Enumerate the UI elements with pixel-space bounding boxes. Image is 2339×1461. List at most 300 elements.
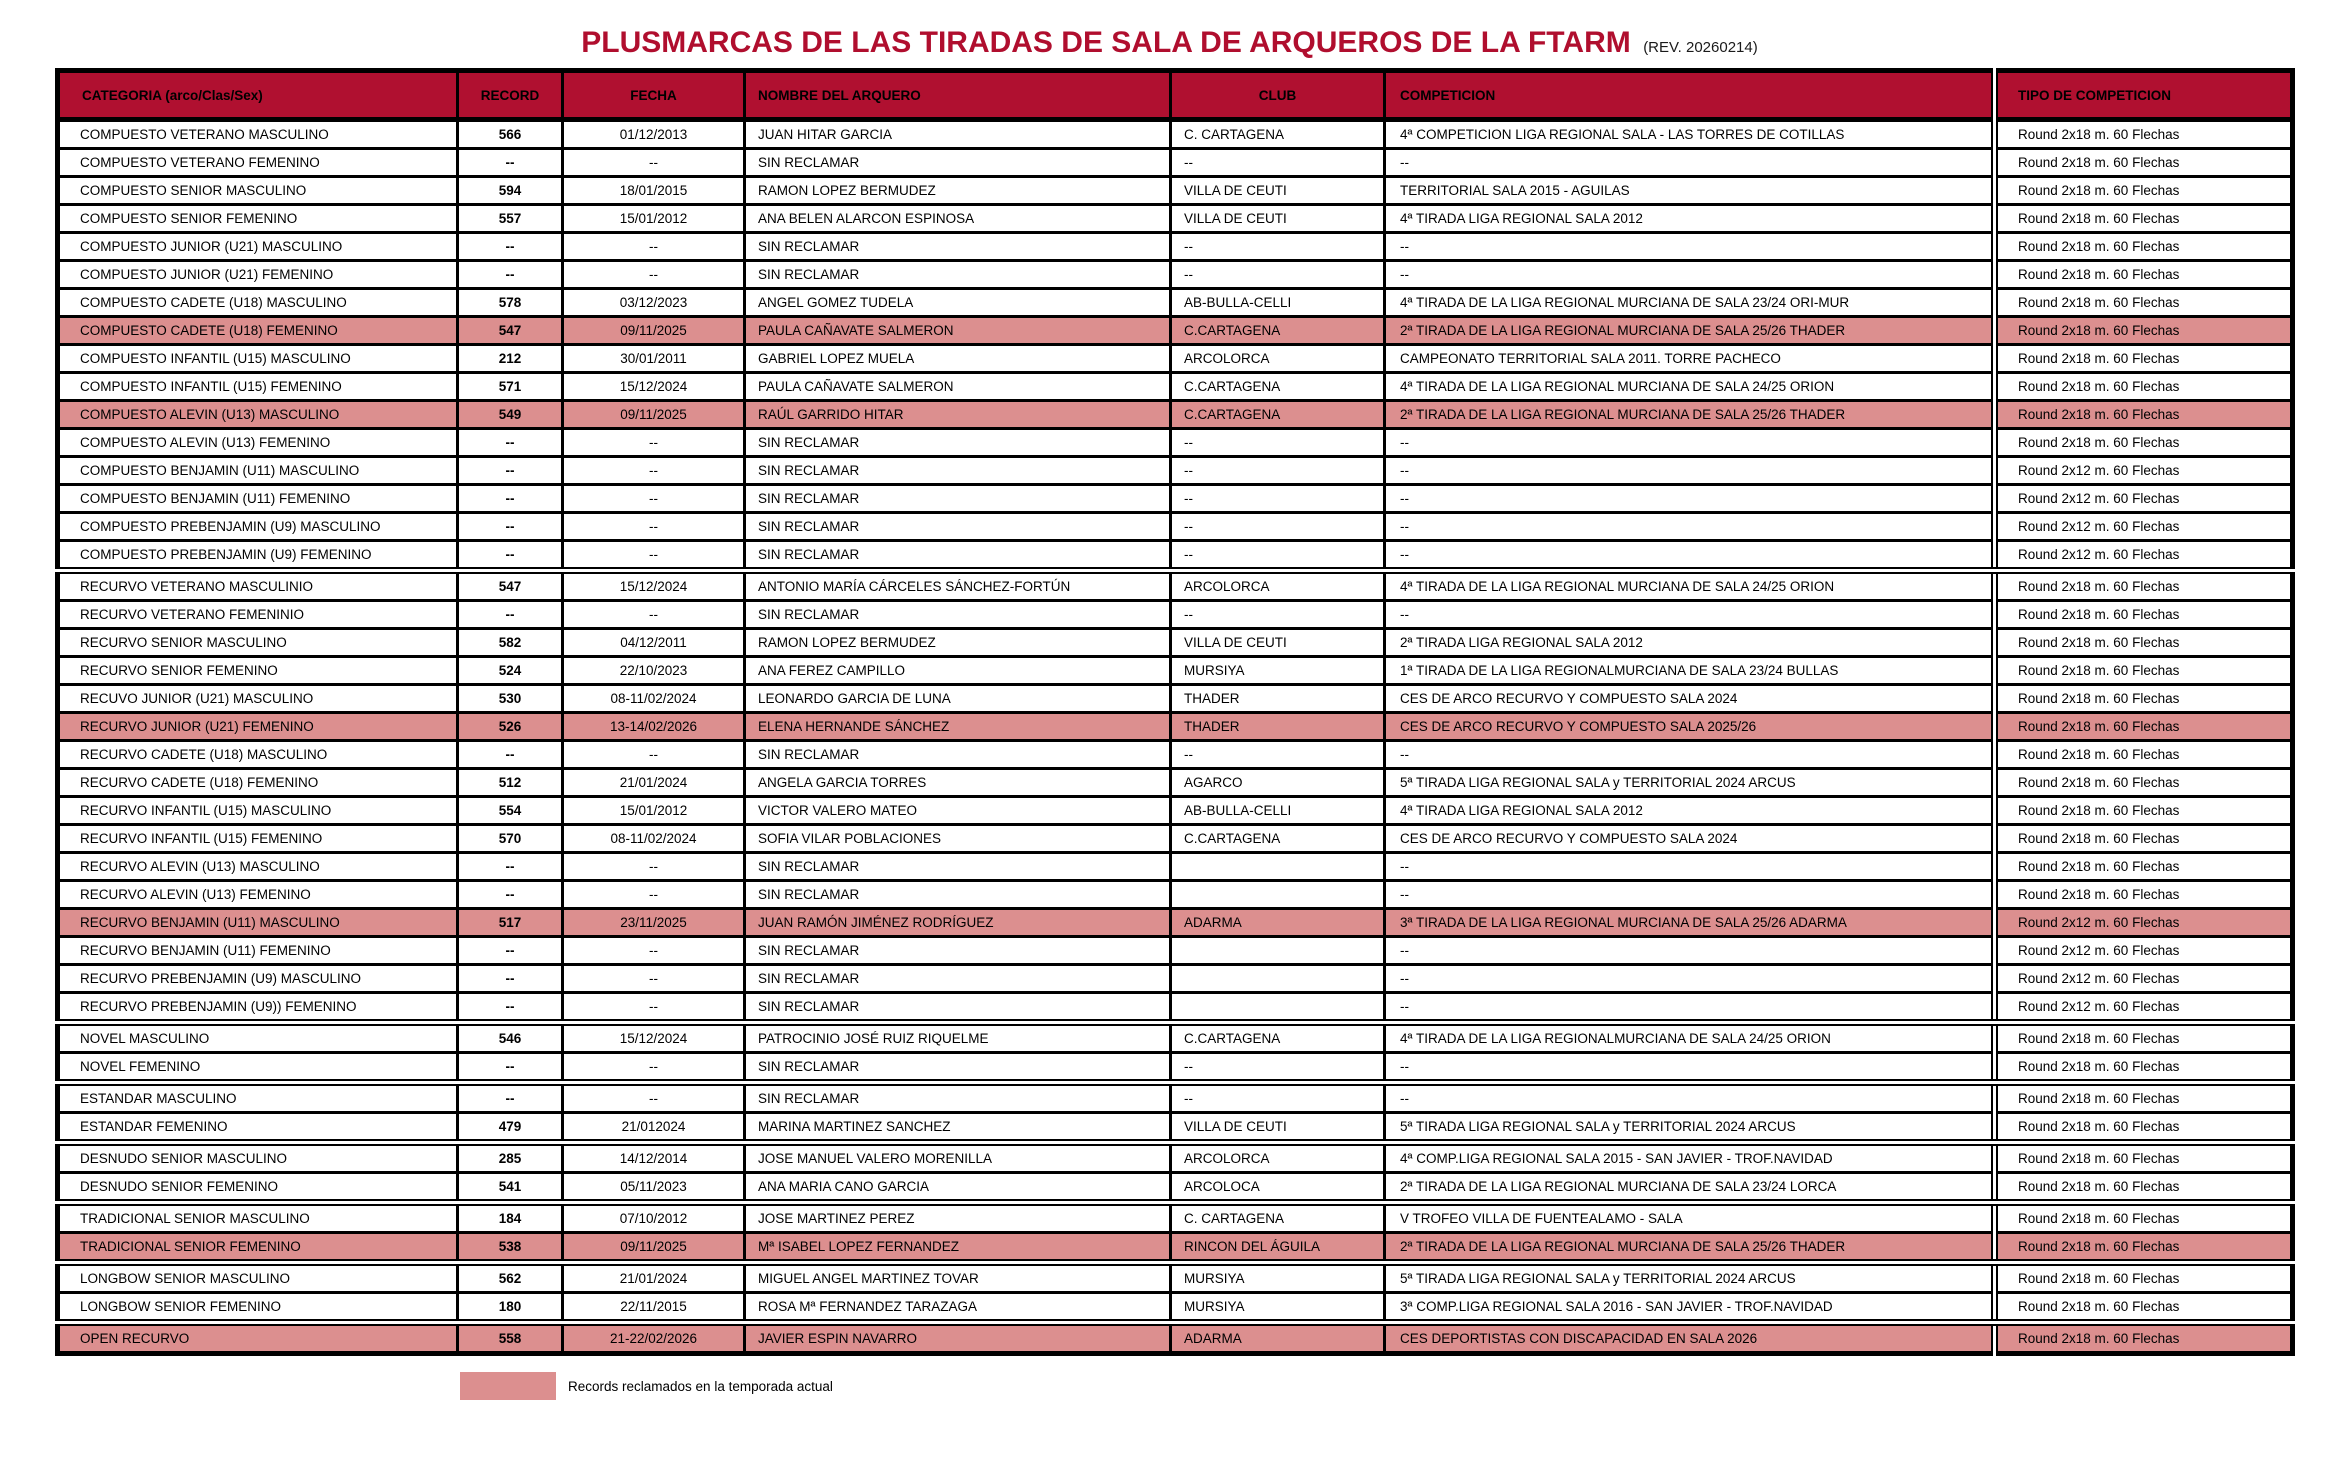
cell-nombre-arquero: ANA MARIA CANO GARCIA — [745, 1173, 1171, 1203]
page-title — [0, 26, 2339, 60]
cell-competicion: -- — [1385, 261, 1995, 289]
cell-fecha: -- — [563, 233, 745, 261]
cell-record: 554 — [458, 797, 563, 825]
cell-fecha: -- — [563, 601, 745, 629]
cell-nombre-arquero: PAULA CAÑAVATE SALMERON — [745, 373, 1171, 401]
legend-label: Records reclamados en la temporada actual — [568, 1378, 833, 1394]
cell-categoria: RECURVO BENJAMIN (U11) MASCULINO — [58, 909, 458, 937]
table-row — [58, 289, 2293, 317]
highlight-swatch — [460, 1372, 556, 1400]
cell-club: -- — [1171, 741, 1385, 769]
cell-club: -- — [1171, 485, 1385, 513]
cell-nombre-arquero: SIN RECLAMAR — [745, 741, 1171, 769]
cell-tipo-competicion: Round 2x12 m. 60 Flechas — [1995, 485, 2293, 513]
cell-tipo-competicion: Round 2x18 m. 60 Flechas — [1995, 1053, 2293, 1083]
cell-tipo-competicion: Round 2x12 m. 60 Flechas — [1995, 937, 2293, 965]
cell-competicion: -- — [1385, 457, 1995, 485]
cell-competicion: 4ª COMP.LIGA REGIONAL SALA 2015 - SAN JAVIER - TROF.NAVIDAD — [1385, 1143, 1995, 1173]
cell-tipo-competicion: Round 2x18 m. 60 Flechas — [1995, 685, 2293, 713]
cell-record: 578 — [458, 289, 563, 317]
cell-competicion: 2ª TIRADA DE LA LIGA REGIONAL MURCIANA DE SALA 25/26 THADER — [1385, 1233, 1995, 1263]
cell-fecha: -- — [563, 937, 745, 965]
cell-club: -- — [1171, 261, 1385, 289]
cell-competicion: -- — [1385, 1083, 1995, 1113]
cell-record: -- — [458, 149, 563, 177]
cell-categoria: NOVEL FEMENINO — [58, 1053, 458, 1083]
cell-fecha: 08-11/02/2024 — [563, 685, 745, 713]
cell-competicion: 3ª TIRADA DE LA LIGA REGIONAL MURCIANA DE SALA 25/26 ADARMA — [1385, 909, 1995, 937]
cell-nombre-arquero: SIN RECLAMAR — [745, 965, 1171, 993]
cell-categoria: TRADICIONAL SENIOR FEMENINO — [58, 1233, 458, 1263]
table-row — [58, 317, 2293, 345]
cell-competicion: 4ª TIRADA DE LA LIGA REGIONAL MURCIANA DE SALA 24/25 ORION — [1385, 571, 1995, 601]
table-row — [58, 629, 2293, 657]
cell-categoria: RECURVO INFANTIL (U15) MASCULINO — [58, 797, 458, 825]
cell-club: C. CARTAGENA — [1171, 120, 1385, 149]
cell-record: 180 — [458, 1293, 563, 1323]
cell-fecha: 15/12/2024 — [563, 373, 745, 401]
table-row — [58, 909, 2293, 937]
cell-nombre-arquero: RAÚL GARRIDO HITAR — [745, 401, 1171, 429]
cell-record: -- — [458, 937, 563, 965]
cell-nombre-arquero: ANA FEREZ CAMPILLO — [745, 657, 1171, 685]
table-row — [58, 713, 2293, 741]
cell-club — [1171, 937, 1385, 965]
column-header-competicion: COMPETICION — [1385, 71, 1995, 120]
cell-nombre-arquero: LEONARDO GARCIA DE LUNA — [745, 685, 1171, 713]
cell-tipo-competicion: Round 2x18 m. 60 Flechas — [1995, 401, 2293, 429]
cell-tipo-competicion: Round 2x18 m. 60 Flechas — [1995, 825, 2293, 853]
table-row — [58, 1083, 2293, 1113]
cell-club: -- — [1171, 541, 1385, 571]
cell-club: -- — [1171, 513, 1385, 541]
table-row — [58, 457, 2293, 485]
column-header-fecha: FECHA — [563, 71, 745, 120]
cell-competicion: -- — [1385, 993, 1995, 1023]
cell-record: -- — [458, 601, 563, 629]
cell-competicion: 2ª TIRADA LIGA REGIONAL SALA 2012 — [1385, 629, 1995, 657]
cell-nombre-arquero: JOSE MARTINEZ PEREZ — [745, 1203, 1171, 1233]
cell-record: 557 — [458, 205, 563, 233]
cell-tipo-competicion: Round 2x18 m. 60 Flechas — [1995, 629, 2293, 657]
table-row — [58, 1113, 2293, 1143]
cell-club: RINCON DEL ÁGUILA — [1171, 1233, 1385, 1263]
cell-tipo-competicion: Round 2x18 m. 60 Flechas — [1995, 769, 2293, 797]
table-row — [58, 429, 2293, 457]
cell-record: -- — [458, 261, 563, 289]
cell-competicion: 1ª TIRADA DE LA LIGA REGIONALMURCIANA DE SALA 23/24 BULLAS — [1385, 657, 1995, 685]
cell-competicion: -- — [1385, 601, 1995, 629]
cell-competicion: 2ª TIRADA DE LA LIGA REGIONAL MURCIANA DE SALA 23/24 LORCA — [1385, 1173, 1995, 1203]
cell-fecha: -- — [563, 149, 745, 177]
cell-nombre-arquero: SIN RECLAMAR — [745, 937, 1171, 965]
cell-club: VILLA DE CEUTI — [1171, 205, 1385, 233]
cell-categoria: COMPUESTO ALEVIN (U13) MASCULINO — [58, 401, 458, 429]
cell-club: MURSIYA — [1171, 1263, 1385, 1293]
table-row — [58, 601, 2293, 629]
table-row — [58, 769, 2293, 797]
cell-record: -- — [458, 1053, 563, 1083]
cell-categoria: RECURVO ALEVIN (U13) MASCULINO — [58, 853, 458, 881]
cell-nombre-arquero: ANTONIO MARÍA CÁRCELES SÁNCHEZ-FORTÚN — [745, 571, 1171, 601]
cell-nombre-arquero: PAULA CAÑAVATE SALMERON — [745, 317, 1171, 345]
cell-record: -- — [458, 1083, 563, 1113]
column-header-club: CLUB — [1171, 71, 1385, 120]
cell-categoria: RECURVO SENIOR FEMENINO — [58, 657, 458, 685]
cell-nombre-arquero: SIN RECLAMAR — [745, 853, 1171, 881]
cell-competicion: CES DE ARCO RECURVO Y COMPUESTO SALA 2024 — [1385, 685, 1995, 713]
cell-nombre-arquero: JUAN RAMÓN JIMÉNEZ RODRÍGUEZ — [745, 909, 1171, 937]
table-row — [58, 1053, 2293, 1083]
cell-club — [1171, 993, 1385, 1023]
cell-categoria: COMPUESTO SENIOR MASCULINO — [58, 177, 458, 205]
cell-nombre-arquero: SIN RECLAMAR — [745, 513, 1171, 541]
cell-categoria: RECUVO JUNIOR (U21) MASCULINO — [58, 685, 458, 713]
cell-fecha: 09/11/2025 — [563, 1233, 745, 1263]
cell-fecha: 21/012024 — [563, 1113, 745, 1143]
cell-record: 594 — [458, 177, 563, 205]
cell-fecha: -- — [563, 993, 745, 1023]
cell-record: 184 — [458, 1203, 563, 1233]
cell-record: 571 — [458, 373, 563, 401]
cell-record: -- — [458, 881, 563, 909]
cell-categoria: RECURVO VETERANO MASCULINIO — [58, 571, 458, 601]
cell-categoria: TRADICIONAL SENIOR MASCULINO — [58, 1203, 458, 1233]
cell-categoria: COMPUESTO INFANTIL (U15) FEMENINO — [58, 373, 458, 401]
cell-club: AGARCO — [1171, 769, 1385, 797]
table-header-row — [58, 71, 2293, 120]
cell-competicion: 4ª TIRADA DE LA LIGA REGIONALMURCIANA DE SALA 24/25 ORION — [1385, 1023, 1995, 1053]
cell-record: -- — [458, 485, 563, 513]
cell-fecha: 23/11/2025 — [563, 909, 745, 937]
cell-record: 558 — [458, 1323, 563, 1354]
cell-competicion: 5ª TIRADA LIGA REGIONAL SALA y TERRITORIAL 2024 ARCUS — [1385, 1113, 1995, 1143]
cell-fecha: -- — [563, 1053, 745, 1083]
cell-categoria: COMPUESTO VETERANO MASCULINO — [58, 120, 458, 149]
legend — [460, 1372, 2339, 1400]
cell-nombre-arquero: SIN RECLAMAR — [745, 601, 1171, 629]
cell-fecha: -- — [563, 541, 745, 571]
cell-nombre-arquero: VICTOR VALERO MATEO — [745, 797, 1171, 825]
cell-club: VILLA DE CEUTI — [1171, 629, 1385, 657]
table-row — [58, 1263, 2293, 1293]
table-row — [58, 261, 2293, 289]
cell-record: 479 — [458, 1113, 563, 1143]
cell-nombre-arquero: ANGEL GOMEZ TUDELA — [745, 289, 1171, 317]
cell-nombre-arquero: PATROCINIO JOSÉ RUIZ RIQUELME — [745, 1023, 1171, 1053]
cell-competicion: 4ª TIRADA DE LA LIGA REGIONAL MURCIANA DE SALA 24/25 ORION — [1385, 373, 1995, 401]
cell-categoria: RECURVO PREBENJAMIN (U9) MASCULINO — [58, 965, 458, 993]
table-row — [58, 797, 2293, 825]
cell-club: -- — [1171, 457, 1385, 485]
cell-fecha: 21/01/2024 — [563, 1263, 745, 1293]
table-row — [58, 937, 2293, 965]
cell-record: 524 — [458, 657, 563, 685]
cell-competicion: 2ª TIRADA DE LA LIGA REGIONAL MURCIANA DE SALA 25/26 THADER — [1385, 317, 1995, 345]
cell-club: THADER — [1171, 713, 1385, 741]
cell-tipo-competicion: Round 2x18 m. 60 Flechas — [1995, 261, 2293, 289]
cell-record: 562 — [458, 1263, 563, 1293]
cell-categoria: RECURVO ALEVIN (U13) FEMENINO — [58, 881, 458, 909]
cell-nombre-arquero: ANA BELEN ALARCON ESPINOSA — [745, 205, 1171, 233]
cell-tipo-competicion: Round 2x18 m. 60 Flechas — [1995, 1173, 2293, 1203]
cell-categoria: COMPUESTO BENJAMIN (U11) FEMENINO — [58, 485, 458, 513]
table-row — [58, 485, 2293, 513]
cell-club: ARCOLORCA — [1171, 345, 1385, 373]
cell-categoria: NOVEL MASCULINO — [58, 1023, 458, 1053]
cell-tipo-competicion: Round 2x18 m. 60 Flechas — [1995, 149, 2293, 177]
cell-tipo-competicion: Round 2x12 m. 60 Flechas — [1995, 993, 2293, 1023]
cell-club — [1171, 965, 1385, 993]
cell-categoria: COMPUESTO JUNIOR (U21) FEMENINO — [58, 261, 458, 289]
cell-tipo-competicion: Round 2x18 m. 60 Flechas — [1995, 120, 2293, 149]
cell-competicion: 4ª COMPETICION LIGA REGIONAL SALA - LAS TORRES DE COTILLAS — [1385, 120, 1995, 149]
table-row — [58, 373, 2293, 401]
cell-club: VILLA DE CEUTI — [1171, 177, 1385, 205]
cell-record: 547 — [458, 571, 563, 601]
cell-record: 526 — [458, 713, 563, 741]
cell-competicion: CAMPEONATO TERRITORIAL SALA 2011. TORRE PACHECO — [1385, 345, 1995, 373]
cell-record: -- — [458, 965, 563, 993]
cell-tipo-competicion: Round 2x12 m. 60 Flechas — [1995, 457, 2293, 485]
table-row — [58, 1023, 2293, 1053]
cell-categoria: RECURVO SENIOR MASCULINO — [58, 629, 458, 657]
cell-tipo-competicion: Round 2x18 m. 60 Flechas — [1995, 373, 2293, 401]
table-row — [58, 1173, 2293, 1203]
cell-fecha: 07/10/2012 — [563, 1203, 745, 1233]
cell-categoria: COMPUESTO CADETE (U18) FEMENINO — [58, 317, 458, 345]
cell-fecha: 30/01/2011 — [563, 345, 745, 373]
cell-fecha: 15/12/2024 — [563, 1023, 745, 1053]
cell-competicion: 4ª TIRADA LIGA REGIONAL SALA 2012 — [1385, 797, 1995, 825]
table-row — [58, 965, 2293, 993]
cell-fecha: 21-22/02/2026 — [563, 1323, 745, 1354]
cell-tipo-competicion: Round 2x18 m. 60 Flechas — [1995, 1143, 2293, 1173]
cell-record: -- — [458, 741, 563, 769]
cell-fecha: -- — [563, 429, 745, 457]
table-row — [58, 881, 2293, 909]
cell-competicion: CES DEPORTISTAS CON DISCAPACIDAD EN SALA 2026 — [1385, 1323, 1995, 1354]
cell-tipo-competicion: Round 2x12 m. 60 Flechas — [1995, 965, 2293, 993]
cell-record: 547 — [458, 317, 563, 345]
cell-categoria: COMPUESTO SENIOR FEMENINO — [58, 205, 458, 233]
cell-fecha: 05/11/2023 — [563, 1173, 745, 1203]
table-row — [58, 825, 2293, 853]
cell-tipo-competicion: Round 2x18 m. 60 Flechas — [1995, 233, 2293, 261]
cell-fecha: 04/12/2011 — [563, 629, 745, 657]
cell-tipo-competicion: Round 2x18 m. 60 Flechas — [1995, 1263, 2293, 1293]
cell-tipo-competicion: Round 2x12 m. 60 Flechas — [1995, 541, 2293, 571]
cell-club: VILLA DE CEUTI — [1171, 1113, 1385, 1143]
cell-categoria: COMPUESTO CADETE (U18) MASCULINO — [58, 289, 458, 317]
cell-nombre-arquero: ROSA Mª FERNANDEZ TARAZAGA — [745, 1293, 1171, 1323]
cell-club: -- — [1171, 233, 1385, 261]
cell-categoria: DESNUDO SENIOR FEMENINO — [58, 1173, 458, 1203]
cell-categoria: RECURVO BENJAMIN (U11) FEMENINO — [58, 937, 458, 965]
cell-tipo-competicion: Round 2x12 m. 60 Flechas — [1995, 909, 2293, 937]
cell-club: C.CARTAGENA — [1171, 401, 1385, 429]
cell-competicion: 5ª TIRADA LIGA REGIONAL SALA y TERRITORIAL 2024 ARCUS — [1385, 1263, 1995, 1293]
cell-record: 212 — [458, 345, 563, 373]
table-row — [58, 120, 2293, 149]
cell-nombre-arquero: ELENA HERNANDE SÁNCHEZ — [745, 713, 1171, 741]
cell-club: -- — [1171, 1053, 1385, 1083]
cell-nombre-arquero: MIGUEL ANGEL MARTINEZ TOVAR — [745, 1263, 1171, 1293]
table-row — [58, 685, 2293, 713]
cell-club: ARCOLORCA — [1171, 1143, 1385, 1173]
cell-fecha: 22/10/2023 — [563, 657, 745, 685]
cell-tipo-competicion: Round 2x18 m. 60 Flechas — [1995, 601, 2293, 629]
table-row — [58, 233, 2293, 261]
cell-nombre-arquero: JOSE MANUEL VALERO MORENILLA — [745, 1143, 1171, 1173]
cell-fecha: 03/12/2023 — [563, 289, 745, 317]
table-row — [58, 1233, 2293, 1263]
table-row — [58, 205, 2293, 233]
cell-categoria: COMPUESTO INFANTIL (U15) MASCULINO — [58, 345, 458, 373]
cell-club: MURSIYA — [1171, 1293, 1385, 1323]
cell-tipo-competicion: Round 2x18 m. 60 Flechas — [1995, 177, 2293, 205]
cell-competicion: -- — [1385, 937, 1995, 965]
cell-categoria: ESTANDAR MASCULINO — [58, 1083, 458, 1113]
cell-nombre-arquero: SIN RECLAMAR — [745, 233, 1171, 261]
cell-record: 549 — [458, 401, 563, 429]
records-table — [55, 68, 2295, 1356]
cell-categoria: LONGBOW SENIOR FEMENINO — [58, 1293, 458, 1323]
cell-categoria: COMPUESTO JUNIOR (U21) MASCULINO — [58, 233, 458, 261]
cell-nombre-arquero: MARINA MARTINEZ SANCHEZ — [745, 1113, 1171, 1143]
cell-nombre-arquero: SIN RECLAMAR — [745, 541, 1171, 571]
cell-nombre-arquero: SIN RECLAMAR — [745, 993, 1171, 1023]
cell-record: -- — [458, 541, 563, 571]
cell-club: ADARMA — [1171, 909, 1385, 937]
cell-tipo-competicion: Round 2x18 m. 60 Flechas — [1995, 1113, 2293, 1143]
cell-competicion: -- — [1385, 1053, 1995, 1083]
cell-record: 582 — [458, 629, 563, 657]
cell-categoria: COMPUESTO BENJAMIN (U11) MASCULINO — [58, 457, 458, 485]
cell-competicion: -- — [1385, 149, 1995, 177]
cell-categoria: COMPUESTO PREBENJAMIN (U9) MASCULINO — [58, 513, 458, 541]
cell-categoria: RECURVO PREBENJAMIN (U9)) FEMENINO — [58, 993, 458, 1023]
cell-record: 566 — [458, 120, 563, 149]
cell-record: 517 — [458, 909, 563, 937]
cell-competicion: -- — [1385, 853, 1995, 881]
cell-nombre-arquero: ANGELA GARCIA TORRES — [745, 769, 1171, 797]
cell-club: ARCOLOCA — [1171, 1173, 1385, 1203]
cell-competicion: 3ª COMP.LIGA REGIONAL SALA 2016 - SAN JAVIER - TROF.NAVIDAD — [1385, 1293, 1995, 1323]
cell-fecha: -- — [563, 881, 745, 909]
cell-club: AB-BULLA-CELLI — [1171, 289, 1385, 317]
cell-club: -- — [1171, 149, 1385, 177]
cell-club: C.CARTAGENA — [1171, 825, 1385, 853]
cell-fecha: 01/12/2013 — [563, 120, 745, 149]
cell-competicion: 2ª TIRADA DE LA LIGA REGIONAL MURCIANA DE SALA 25/26 THADER — [1385, 401, 1995, 429]
cell-categoria: LONGBOW SENIOR MASCULINO — [58, 1263, 458, 1293]
cell-nombre-arquero: SOFIA VILAR POBLACIONES — [745, 825, 1171, 853]
cell-tipo-competicion: Round 2x18 m. 60 Flechas — [1995, 1293, 2293, 1323]
cell-nombre-arquero: GABRIEL LOPEZ MUELA — [745, 345, 1171, 373]
table-row — [58, 853, 2293, 881]
cell-categoria: ESTANDAR FEMENINO — [58, 1113, 458, 1143]
cell-tipo-competicion: Round 2x18 m. 60 Flechas — [1995, 713, 2293, 741]
cell-tipo-competicion: Round 2x18 m. 60 Flechas — [1995, 881, 2293, 909]
cell-club: ADARMA — [1171, 1323, 1385, 1354]
table-row — [58, 401, 2293, 429]
cell-record: 570 — [458, 825, 563, 853]
column-header-tipo: TIPO DE COMPETICION — [1995, 71, 2293, 120]
cell-competicion: -- — [1385, 541, 1995, 571]
cell-tipo-competicion: Round 2x18 m. 60 Flechas — [1995, 345, 2293, 373]
cell-nombre-arquero: SIN RECLAMAR — [745, 149, 1171, 177]
table-row — [58, 1143, 2293, 1173]
cell-nombre-arquero: SIN RECLAMAR — [745, 261, 1171, 289]
cell-record: -- — [458, 457, 563, 485]
cell-tipo-competicion: Round 2x18 m. 60 Flechas — [1995, 571, 2293, 601]
cell-tipo-competicion: Round 2x18 m. 60 Flechas — [1995, 1203, 2293, 1233]
cell-fecha: -- — [563, 741, 745, 769]
cell-fecha: -- — [563, 965, 745, 993]
cell-tipo-competicion: Round 2x18 m. 60 Flechas — [1995, 1023, 2293, 1053]
cell-club — [1171, 853, 1385, 881]
cell-fecha: 08-11/02/2024 — [563, 825, 745, 853]
cell-club: C.CARTAGENA — [1171, 317, 1385, 345]
cell-competicion: TERRITORIAL SALA 2015 - AGUILAS — [1385, 177, 1995, 205]
cell-record: -- — [458, 853, 563, 881]
table-row — [58, 571, 2293, 601]
cell-competicion: CES DE ARCO RECURVO Y COMPUESTO SALA 2025/26 — [1385, 713, 1995, 741]
table-row — [58, 513, 2293, 541]
cell-nombre-arquero: SIN RECLAMAR — [745, 1083, 1171, 1113]
column-header-nombre: NOMBRE DEL ARQUERO — [745, 71, 1171, 120]
cell-nombre-arquero: SIN RECLAMAR — [745, 1053, 1171, 1083]
cell-nombre-arquero: SIN RECLAMAR — [745, 881, 1171, 909]
cell-record: -- — [458, 513, 563, 541]
table-row — [58, 149, 2293, 177]
cell-categoria: RECURVO CADETE (U18) FEMENINO — [58, 769, 458, 797]
cell-club: THADER — [1171, 685, 1385, 713]
table-row — [58, 345, 2293, 373]
cell-tipo-competicion: Round 2x18 m. 60 Flechas — [1995, 429, 2293, 457]
revision-label: (REV. 20260214) — [1643, 39, 1758, 56]
cell-record: -- — [458, 233, 563, 261]
table-row — [58, 657, 2293, 685]
cell-record: -- — [458, 993, 563, 1023]
cell-fecha: 22/11/2015 — [563, 1293, 745, 1323]
cell-nombre-arquero: SIN RECLAMAR — [745, 485, 1171, 513]
cell-competicion: -- — [1385, 429, 1995, 457]
cell-fecha: 21/01/2024 — [563, 769, 745, 797]
cell-categoria: COMPUESTO ALEVIN (U13) FEMENINO — [58, 429, 458, 457]
cell-club: C. CARTAGENA — [1171, 1203, 1385, 1233]
cell-tipo-competicion: Round 2x18 m. 60 Flechas — [1995, 1233, 2293, 1263]
cell-fecha: 09/11/2025 — [563, 317, 745, 345]
cell-tipo-competicion: Round 2x18 m. 60 Flechas — [1995, 317, 2293, 345]
cell-fecha: 18/01/2015 — [563, 177, 745, 205]
cell-club: C.CARTAGENA — [1171, 373, 1385, 401]
cell-club: -- — [1171, 429, 1385, 457]
cell-record: -- — [458, 429, 563, 457]
cell-competicion: -- — [1385, 233, 1995, 261]
cell-club: -- — [1171, 1083, 1385, 1113]
cell-competicion: -- — [1385, 741, 1995, 769]
cell-tipo-competicion: Round 2x18 m. 60 Flechas — [1995, 741, 2293, 769]
cell-nombre-arquero: RAMON LOPEZ BERMUDEZ — [745, 177, 1171, 205]
cell-fecha: -- — [563, 513, 745, 541]
cell-fecha: 15/01/2012 — [563, 797, 745, 825]
cell-tipo-competicion: Round 2x18 m. 60 Flechas — [1995, 797, 2293, 825]
cell-competicion: 4ª TIRADA LIGA REGIONAL SALA 2012 — [1385, 205, 1995, 233]
cell-fecha: 14/12/2014 — [563, 1143, 745, 1173]
column-header-categoria: CATEGORIA (arco/Clas/Sex) — [58, 71, 458, 120]
